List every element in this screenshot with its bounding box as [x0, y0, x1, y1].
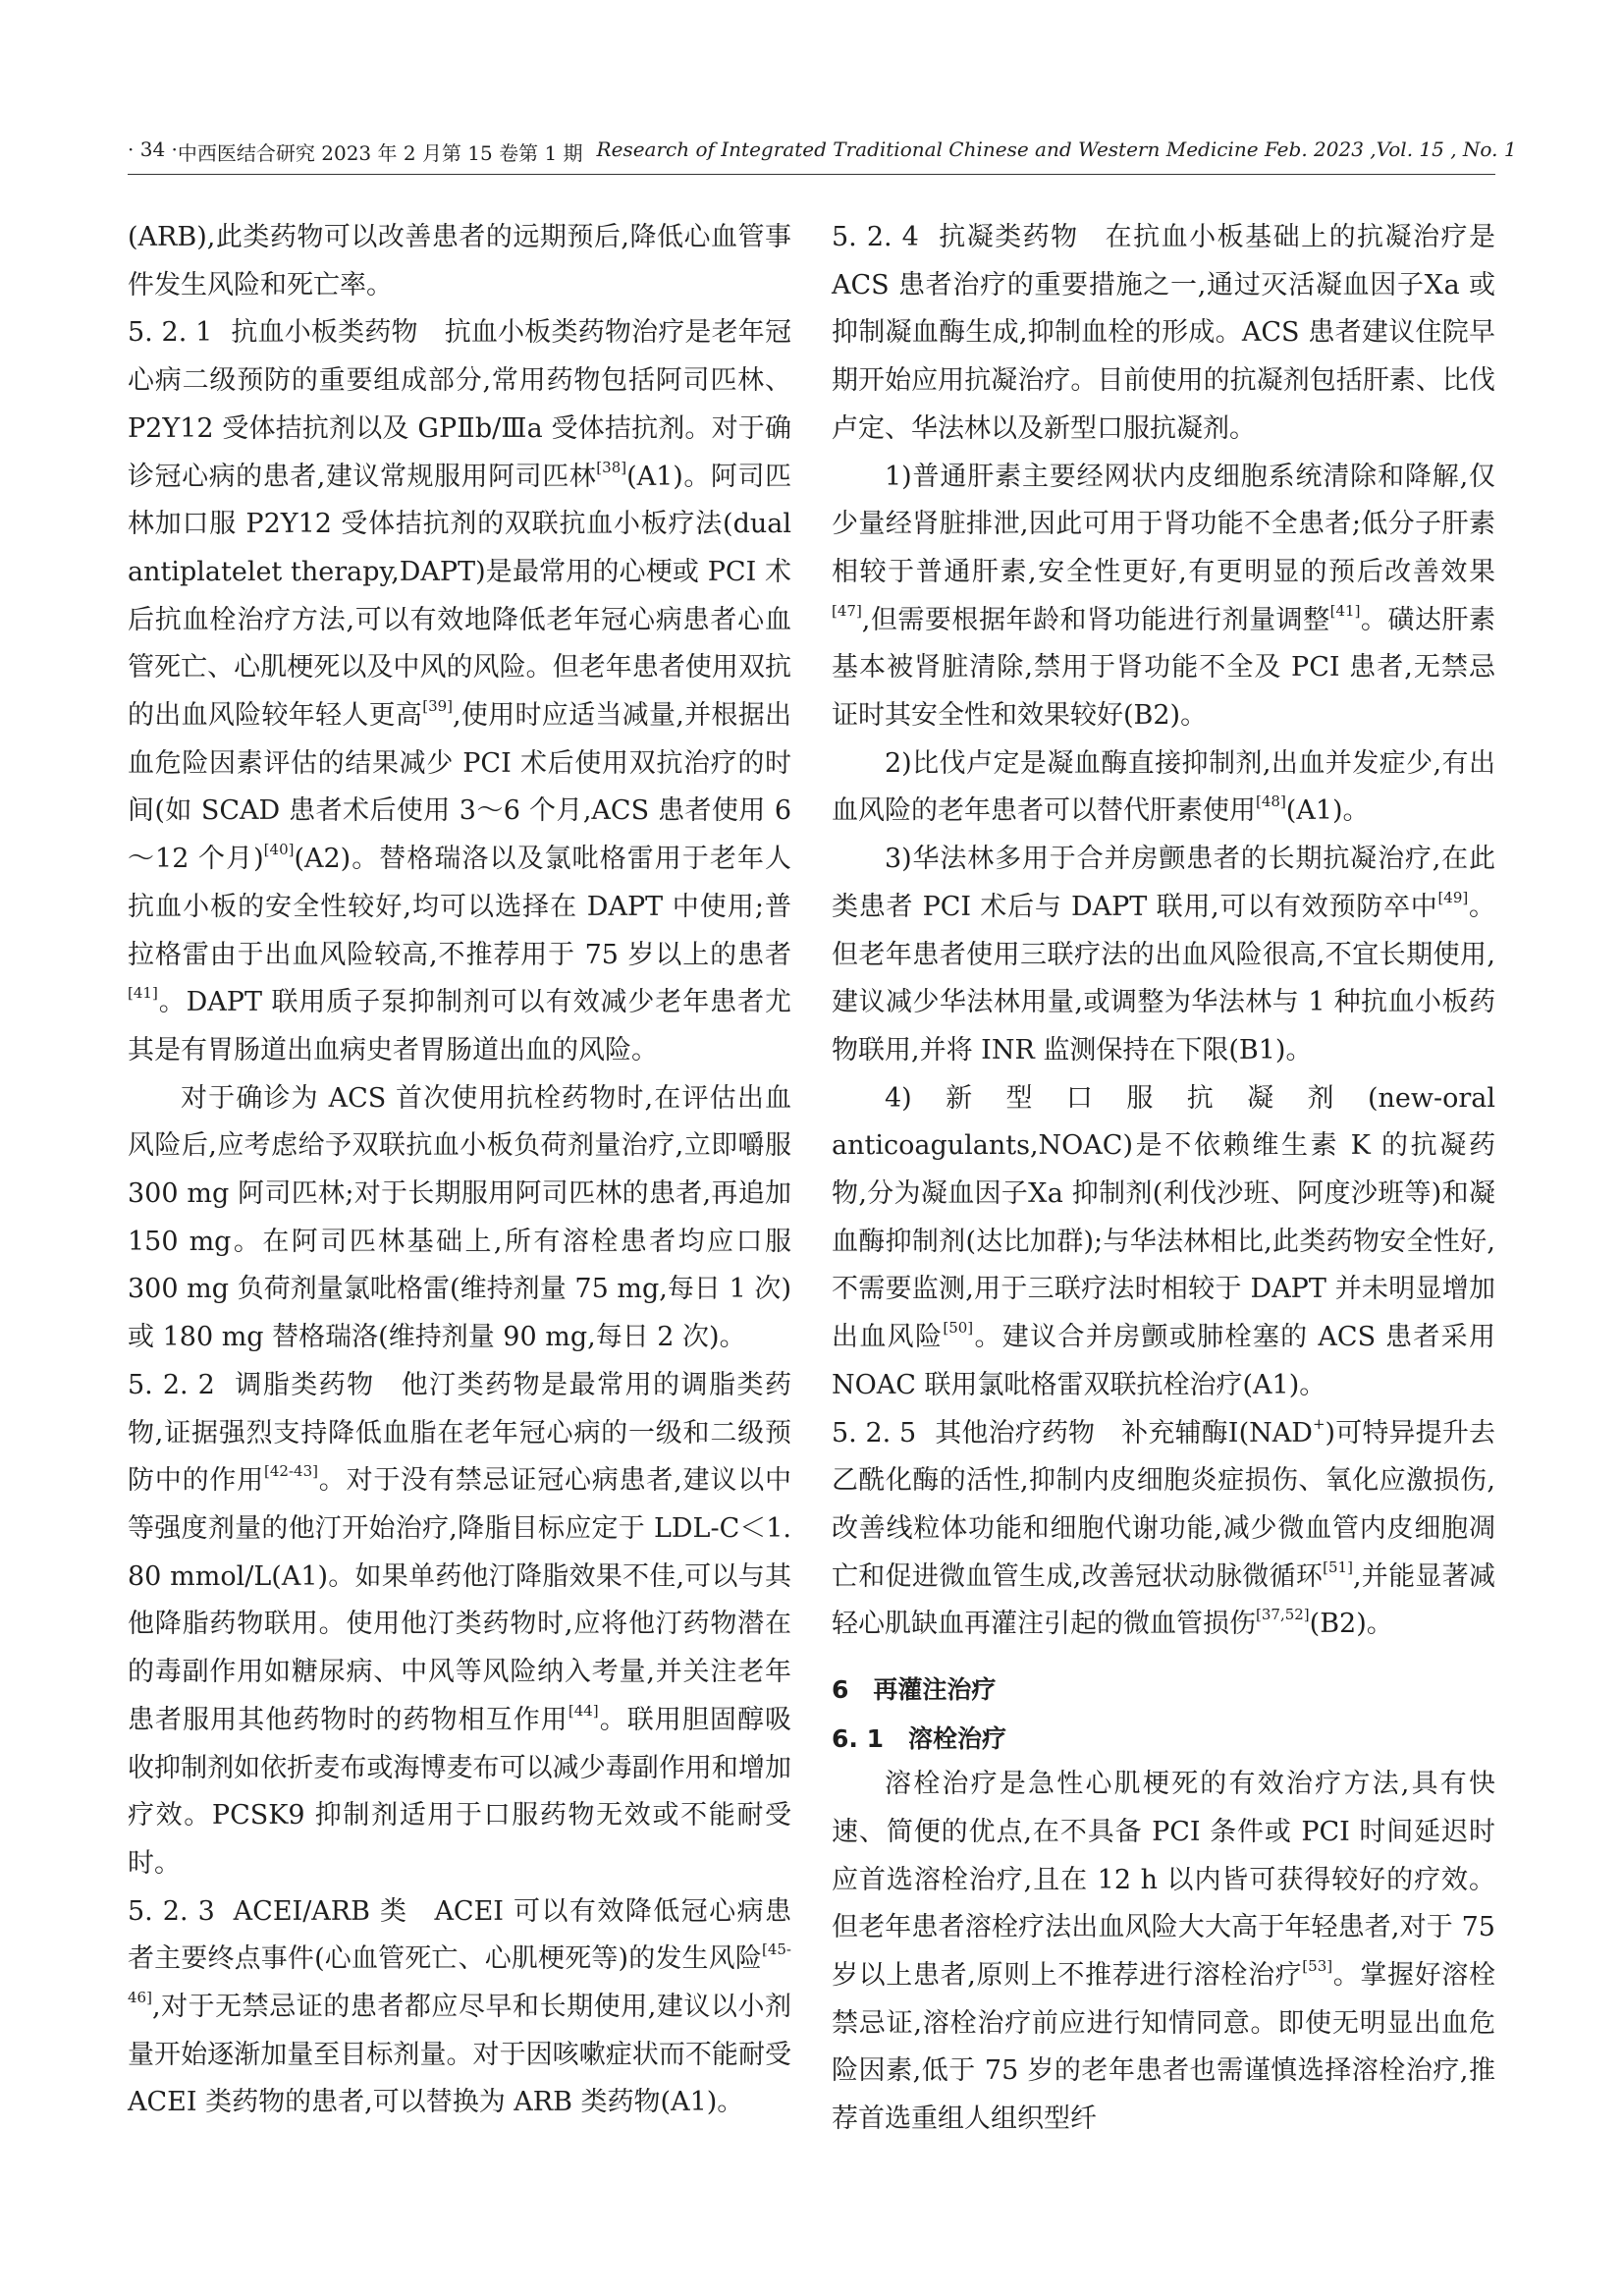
citation: [45-46] [128, 1941, 791, 2007]
section-heading: ACEI/ARB 类 [233, 1895, 408, 1927]
text-run: 1)普通肝素主要经网状内皮细胞系统清除和降解,仅少量经肾脏排泄,因此可用于肾功能不全患者;低分子肝素相较于普通肝素,安全性更好,有更明显的预后改善效果 [832, 461, 1495, 587]
citation: [53] [1302, 1956, 1333, 1975]
list-item [832, 454, 1495, 740]
citation: [48] [1256, 793, 1286, 811]
text-run: 。但老年患者使用三联疗法的出血风险很高,不宜长期使用,建议减少华法林用量,或调整为华法林与 1 种抗血小板药物联用,并将 INR 监测保持在下限(B1)。 [832, 891, 1495, 1066]
citation: [50] [943, 1319, 974, 1338]
citation: [41] [128, 984, 158, 1003]
section-5-2-3 [128, 1888, 791, 2128]
left-column [128, 214, 791, 2127]
section-number: 5. 2. 1 [128, 317, 213, 349]
list-item [832, 740, 1495, 836]
text-run: 。联用胆固醇吸收抑制剂如依折麦布或海博麦布可以减少毒副作用和增加疗效。PCSK9 抑制剂适用于口服药物无效或不能耐受时。 [128, 1704, 792, 1879]
citation: [51] [1323, 1558, 1353, 1576]
section-heading: 其他治疗药物 [935, 1417, 1096, 1449]
text-run: 4)新型口服抗凝剂(new-oral anticoagulants,NOAC)是不依赖维生素 K 的抗凝药物,分为凝血因子Ⅹa 抑制剂(利伐沙班、阿度沙班等)和凝血酶抑制剂(达比加群);与华法林相比,此类药物安全性好,不需要监测,用于三联疗法时相较于 DAPT 并未明显增加出血风险 [832, 1082, 1495, 1353]
section-number: 5. 2. 5 [832, 1417, 917, 1449]
citation: [39] [422, 697, 454, 716]
text-run: 抗血小板类药物治疗是老年冠心病二级预防的重要组成部分,常用药物包括阿司匹林、P2Y12 受体拮抗剂以及 GPⅡb/Ⅲa 受体拮抗剂。对于确诊冠心病的患者,建议常规服用阿司匹林 [128, 317, 791, 492]
text-run: 。建议合并房颤或肺栓塞的 ACS 患者采用 NOAC 联用氯吡格雷双联抗栓治疗(A1)。 [832, 1322, 1495, 1400]
citation: [44] [568, 1701, 599, 1720]
list-item [832, 1075, 1495, 1410]
text-run: 补充辅酶Ⅰ(NAD [1121, 1417, 1313, 1449]
section-number: 5. 2. 2 [128, 1369, 215, 1400]
section-5-2-2 [128, 1362, 791, 1888]
text-run: 2)比伐卢定是凝血酶直接抑制剂,出血并发症少,有出血风险的老年患者可以替代肝素使用 [832, 747, 1495, 827]
text-run: (A1)。 [1285, 795, 1370, 827]
journal-title-cn: 中西医结合研究 2023 年 2 月第 15 卷第 1 期 [177, 141, 583, 165]
journal-title-en: Research of Integrated Traditional Chinese and Western Medicine Feb. 2023 ,Vol. 15 , No. 1 [596, 137, 1517, 161]
page-number: · 34 · [128, 137, 178, 161]
text-run: ,使用时应适当减量,并根据出血危险因素评估的结果减少 PCI 术后使用双抗治疗的时间(如 SCAD 患者术后使用 3～6 个月,ACS 患者使用 6～12 个月) [128, 700, 792, 875]
text-run: ,对于无禁忌证的患者都应尽早和长期使用,建议以小剂量开始逐渐加量至目标剂量。对于因咳嗽症状而不能耐受 ACEI 类药物的患者,可以替换为 ARB 类药物(A1)。 [128, 1992, 791, 2118]
text-run: (B2)。 [1309, 1609, 1393, 1640]
page-header [128, 137, 1517, 175]
citation: [47] [832, 601, 862, 620]
section-number: 5. 2. 3 [128, 1895, 215, 1927]
citation: [37,52] [1256, 1606, 1310, 1624]
text-run: 。对于没有禁忌证冠心病患者,建议以中等强度剂量的他汀开始治疗,降脂目标应定于 LDL-C＜1. 80 mmol/L(A1)。如果单药他汀降脂效果不佳,可以与其他降脂药物联用。使用他汀类药物时,应将他汀药物潜在的毒副作用如糖尿病、中风等风险纳入考量,并关注老年患者服用其他药物时的药物相互作用 [128, 1465, 791, 1735]
section-heading: 抗凝类药物 [937, 222, 1079, 252]
citation: [41] [1329, 601, 1361, 620]
text-run: 。DAPT 联用质子泵抑制剂可以有效减少老年患者尤其是有胃肠道出血病史者胃肠道出血的风险。 [128, 987, 791, 1066]
paragraph: (ARB),此类药物可以改善患者的远期预后,降低心血管事件发生风险和死亡率。 [128, 222, 791, 301]
text-run: 3)华法林多用于合并房颤患者的长期抗凝治疗,在此类患者 PCI 术后与 DAPT 联用,可以有效预防卒中 [832, 844, 1495, 922]
text-run: ,但需要根据年龄和肾功能进行剂量调整 [861, 604, 1330, 635]
section-number: 5. 2. 4 [832, 222, 919, 252]
superscript-plus: + [1312, 1414, 1325, 1433]
citation: [42-43] [264, 1462, 318, 1481]
paragraph [832, 1761, 1495, 2144]
text-run: 在抗血小板基础上的抗凝治疗是 ACS 患者治疗的重要措施之一,通过灭活凝血因子Ⅹa 或抑制凝血酶生成,抑制血栓的形成。ACS 患者建议住院早期开始应用抗凝治疗。目前使用的抗凝剂包括肝素、比伐卢定、华法林以及新型口服抗凝剂。 [832, 222, 1496, 444]
section-heading: 调脂类药物 [233, 1369, 375, 1400]
text-run: 他汀类药物是最常用的调脂类药物,证据强烈支持降低血脂在老年冠心病的一级和二级预防中的作用 [128, 1369, 792, 1497]
right-column [832, 214, 1495, 2144]
citation: [49] [1437, 888, 1469, 906]
section-heading-6-1: 6. 1 溶栓治疗 [832, 1724, 1006, 1754]
text-run: (A2)。替格瑞洛以及氯吡格雷用于老年人抗血小板的安全性较好,均可以选择在 DAPT 中使用;普拉格雷由于出血风险较高,不推荐用于 75 岁以上的患者 [128, 844, 791, 970]
text-run: (A1)。阿司匹林加口服 P2Y12 受体拮抗剂的双联抗血小板疗法(dual antiplatelet therapy,DAPT)是最常用的心梗或 PCI 术后抗血栓治疗方法,可以有效地降低老年冠心病患者心血管死亡、心肌梗死以及中风的风险。但老年患者使用双抗的出血风险较年轻人更高 [128, 461, 791, 732]
paragraph: 对于确诊为 ACS 首次使用抗栓药物时,在评估出血风险后,应考虑给予双联抗血小板负荷剂量治疗,立即嚼服 300 mg 阿司匹林;对于长期服用阿司匹林的患者,再追加 150 mg。在阿司匹林基础上,所有溶栓患者均应口服 300 mg 负荷剂量氯吡格雷(维持剂量 75 mg,每日 1 次)或 180 mg 替格瑞洛(维持剂量 90 mg,每日 2 次)。 [128, 1082, 791, 1353]
text-run: )可特异提升去乙酰化酶的活性,抑制内皮细胞炎症损伤、氧化应激损伤,改善线粒体功能和细胞代谢功能,减少微血管内皮细胞凋亡和促进微血管生成,改善冠状动脉微循环 [832, 1417, 1495, 1592]
list-item [832, 836, 1495, 1075]
text-run: 溶栓治疗是急性心肌梗死的有效治疗方法,具有快速、简便的优点,在不具备 PCI 条件或 PCI 时间延迟时应首选溶栓治疗,且在 12 h 以内皆可获得较好的疗效。但老年患者溶栓疗法出血风险大大高于年轻患者,对于 75 岁以上患者,原则上不推荐进行溶栓治疗 [832, 1769, 1495, 1991]
section-heading: 抗血小板类药物 [231, 317, 418, 349]
text-run: 。磺达肝素基本被肾脏清除,禁用于肾功能不全及 PCI 患者,无禁忌证时其安全性和效果较好(B2)。 [832, 604, 1495, 732]
citation: [40] [263, 841, 295, 859]
section-5-2-5 [832, 1410, 1495, 1650]
section-5-2-1 [128, 309, 791, 1074]
text-run: ACEI 可以有效降低冠心病患者主要终点事件(心血管死亡、心肌梗死等)的发生风险 [128, 1895, 791, 1975]
citation: [38] [596, 458, 627, 476]
section-5-2-4 [832, 214, 1495, 454]
text-run: ,并能显著减轻心肌缺血再灌注引起的微血管损伤 [832, 1560, 1495, 1640]
section-heading-6: 6 再灌注治疗 [832, 1675, 997, 1705]
text-run: 。掌握好溶栓禁忌证,溶栓治疗前应进行知情同意。即使无明显出血危险因素,低于 75 岁的老年患者也需谨慎选择溶栓治疗,推荐首选重组人组织型纤 [832, 1959, 1495, 2135]
